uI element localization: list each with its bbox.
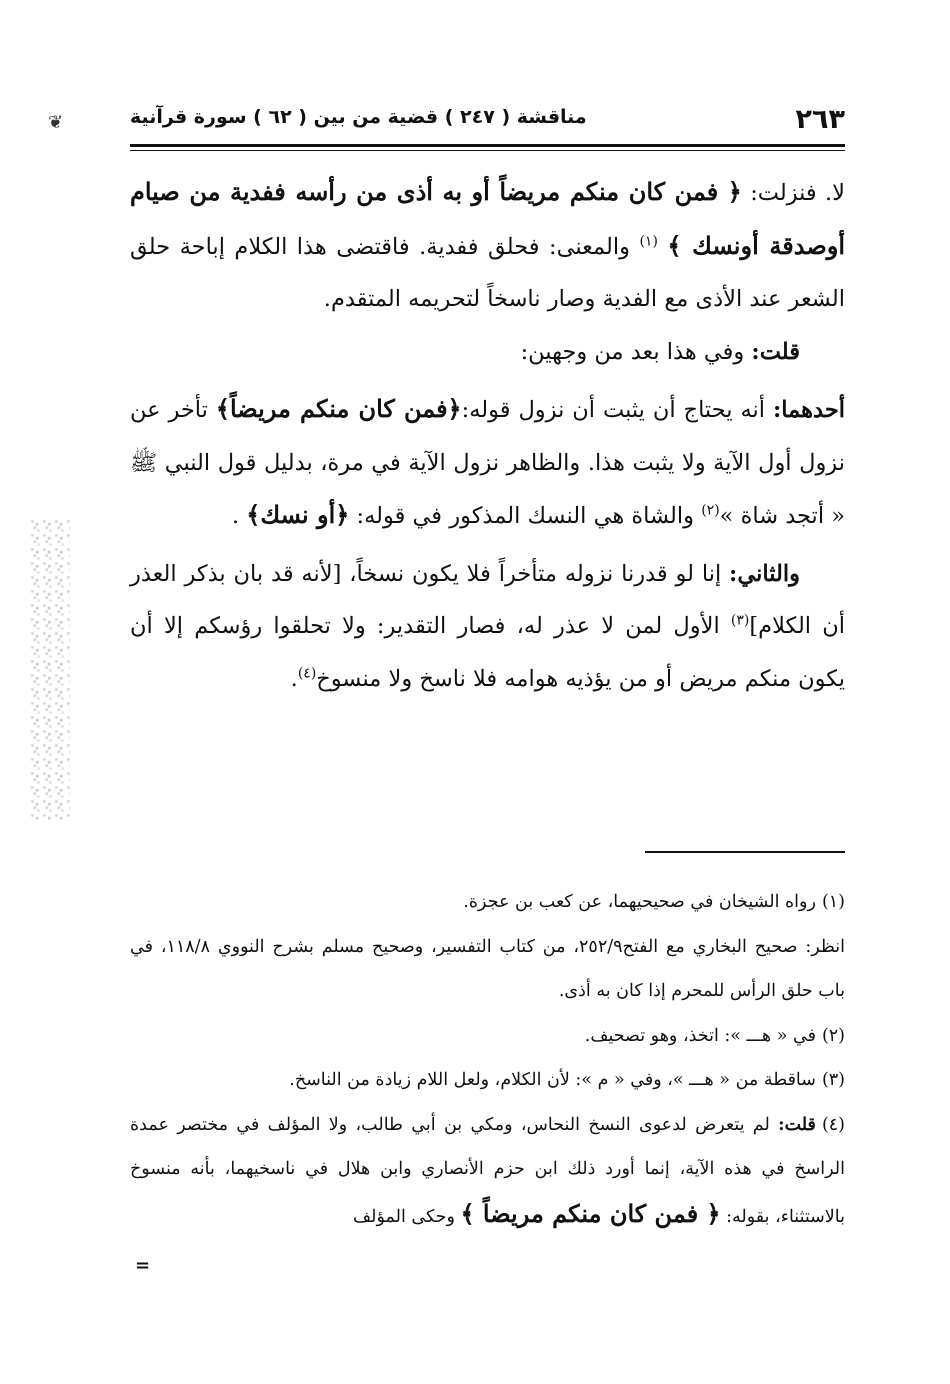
footnote-ref-4: (٤) <box>297 665 317 681</box>
paragraph-3 <box>130 383 845 543</box>
text-run: وحكى المؤلف <box>353 1206 461 1227</box>
quran-quote: ﴿أو نسك﴾ <box>246 500 350 529</box>
paragraph-2 <box>130 326 845 379</box>
text-run: . <box>231 503 247 529</box>
footnote-number: (٤) <box>821 1114 845 1135</box>
text-run: والمعنى: فحلق ففدية. فاقتضى هذا الكلام إباحة حلق الشعر عند الأذى مع الفدية وصار ناسخاً لتحريمه المتقدم. <box>130 233 845 312</box>
text-run: ساقطة من « هـــ »، وفي « م »: لأن الكلام، ولعل اللام زيادة من الناسخ. <box>289 1070 816 1090</box>
text-run: انظر: صحيح البخاري مع الفتح٢٥٢/٩، من كتاب التفسير، وصحيح مسلم بشرح النووي ١١٨/٨، في باب حلق الرأس للمحرم إذا كان به أذى. <box>130 936 845 1001</box>
quran-quote: ﴿فمن كان منكم مريضاً﴾ <box>215 394 462 423</box>
running-title: مناقشة ( ٢٤٧ ) قضية من بين ( ٦٢ ) سورة قرآنية <box>130 106 587 128</box>
text-run: والشاة هي النسك المذكور في قوله: <box>349 503 702 529</box>
page-number: ٢٦٣ <box>795 104 845 135</box>
page-header <box>130 100 845 144</box>
footnote-number: (١) <box>821 892 845 912</box>
scan-margin-speckles <box>30 520 70 820</box>
text-run: لا. فنزلت: <box>741 180 846 206</box>
footnote-number: (٢) <box>821 1025 845 1046</box>
text-run: الأول لمن لا عذر له، فصار التقدير: ولا تحلقوا رؤسكم إلا أن يكون منكم مريض أو من يؤذيه هوامه فلا ناسخ ولا منسوخ <box>130 613 845 692</box>
footnote-number: (٣) <box>821 1070 845 1090</box>
header-rule-thin <box>130 150 845 151</box>
text-run: إنا لو قدرنا نزوله متأخراً فلا يكون نسخاً، [لأنه قد بان بذكر العذر أن الكلام] <box>130 560 846 639</box>
quran-quote: ﴿ فمن كان منكم مريضاً ﴾ <box>460 1198 721 1228</box>
text-run: وفي هذا بعد من وجهين: <box>520 338 752 365</box>
footnote-3 <box>130 1058 845 1103</box>
footnote-1-continued <box>130 925 845 1014</box>
continuation-mark: = <box>135 1255 151 1276</box>
bold-label: أحدهما: <box>772 397 845 423</box>
text-run: . <box>290 665 298 692</box>
footnotes <box>130 880 845 1239</box>
footnote-separator <box>645 851 845 853</box>
text-run: رواه الشيخان في صحيحيهما، عن كعب بن عجزة. <box>463 892 816 912</box>
header-rule-thick <box>130 144 845 147</box>
footnote-2 <box>130 1014 845 1059</box>
footnote-ref-3: (٣) <box>730 612 750 629</box>
paragraph-4 <box>130 548 845 706</box>
quran-quote: ﴿ فمن كان منكم مريضاً أو به أذى من رأسه ففدية من صيام أوصدقة أونسك ﴾ <box>130 177 846 260</box>
footnote-ref-1: (١) <box>639 233 658 249</box>
footnote-4 <box>130 1103 845 1240</box>
text-run: لم يتعرض لدعوى النسخ النحاس، ومكي بن أبي طالب، ولا المؤلف في مختصر عمدة الراسخ في هذه الآية، إنما أورد ذلك ابن حزم الأنصاري وابن هلال في ناسخيهما، بأنه منسوخ بالاستثناء، بقوله: <box>130 1114 845 1227</box>
corner-ornament-icon: ❦ <box>48 112 64 133</box>
paragraph-1 <box>130 166 845 326</box>
footnote-ref-2: (٢) <box>701 502 720 519</box>
text-run: أنه يحتاج أن يثبت أن نزول قوله: <box>461 397 773 423</box>
footnote-1 <box>130 880 845 925</box>
bold-label: قلت: <box>751 338 800 365</box>
main-text <box>130 166 845 705</box>
text-run: تأخر عن نزول أول الآية ولا يثبت هذا. والظاهر نزول الآية في مرة، بدليل قول النبي ﷺ « أتجد شاة » <box>130 397 845 529</box>
text-run: في « هـــ »: اتخذ، وهو تصحيف. <box>584 1025 816 1046</box>
bold-label: والثاني: <box>729 560 800 587</box>
bold-label: قلت: <box>778 1114 816 1135</box>
